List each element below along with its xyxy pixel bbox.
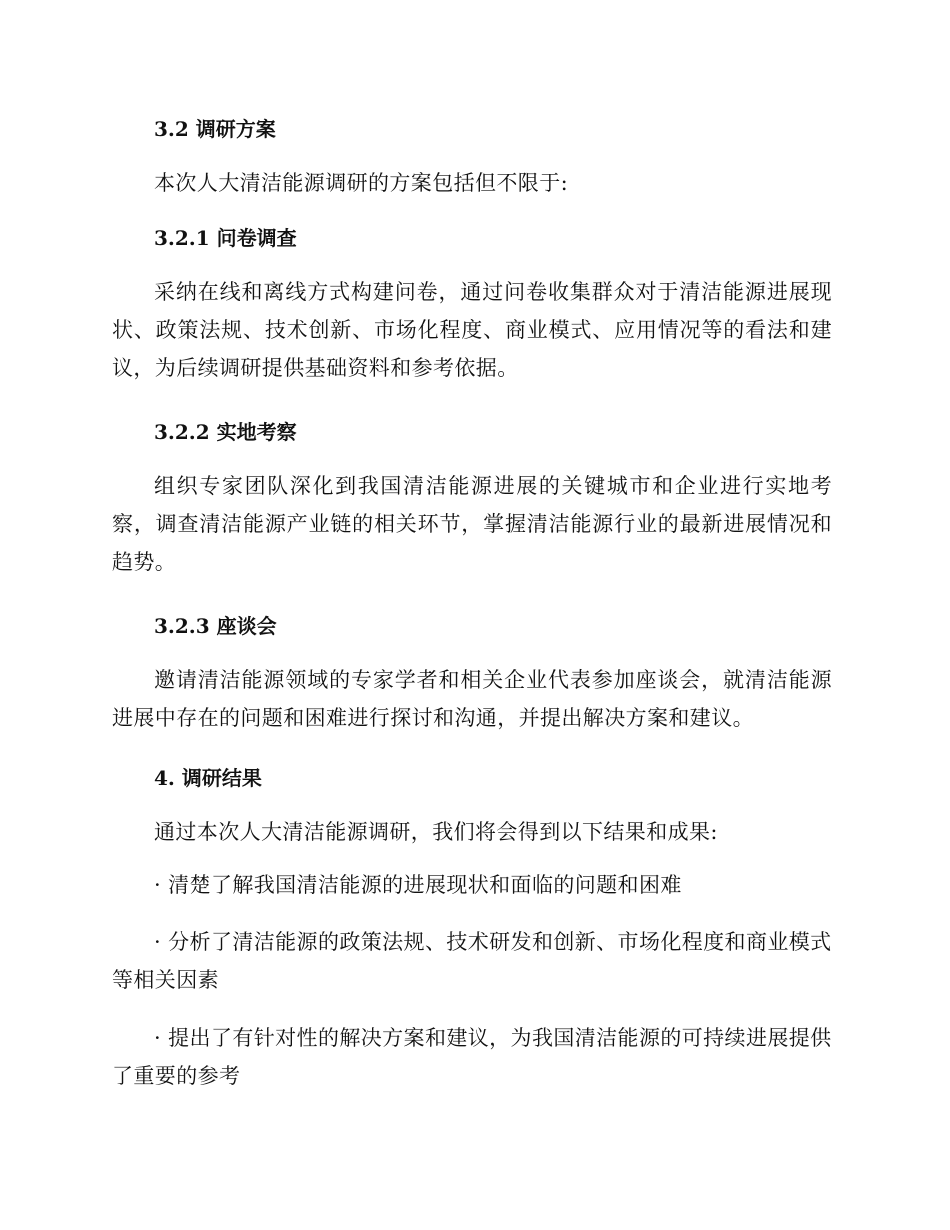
heading-3-2: 3.2 调研方案: [154, 117, 276, 141]
heading-3-2-3: 3.2.3 座谈会: [154, 614, 277, 638]
result-bullet-2: · 分析了清洁能源的政策法规、技术研发和创新、市场化程度和商业模式等相关因素: [112, 930, 832, 992]
result-bullet-3: · 提出了有针对性的解决方案和建议，为我国清洁能源的可持续进展提供了重要的参考: [112, 1026, 832, 1088]
paragraph-4-intro: 通过本次人大清洁能源调研，我们将会得到以下结果和成果:: [154, 820, 718, 844]
heading-4: 4. 调研结果: [154, 766, 262, 790]
heading-3-2-2: 3.2.2 实地考察: [154, 420, 297, 444]
paragraph-3-2-1: 采纳在线和离线方式构建问卷，通过问卷收集群众对于清洁能源进展现状、政策法规、技术创新、市场化程度、商业模式、应用情况等的看法和建议，为后续调研提供基础资料和参考依据。: [112, 280, 832, 380]
paragraph-3-2-2: 组织专家团队深化到我国清洁能源进展的关键城市和企业进行实地考察，调查清洁能源产业链的相关环节，掌握清洁能源行业的最新进展情况和趋势。: [112, 474, 832, 574]
heading-3-2-1: 3.2.1 问卷调查: [154, 226, 297, 250]
paragraph-3-2-intro: 本次人大清洁能源调研的方案包括但不限于:: [154, 171, 569, 195]
result-bullet-1: · 清楚了解我国清洁能源的进展现状和面临的问题和困难: [154, 873, 682, 897]
paragraph-3-2-3: 邀请清洁能源领域的专家学者和相关企业代表参加座谈会，就清洁能源进展中存在的问题和困难进行探讨和沟通，并提出解决方案和建议。: [112, 668, 832, 730]
